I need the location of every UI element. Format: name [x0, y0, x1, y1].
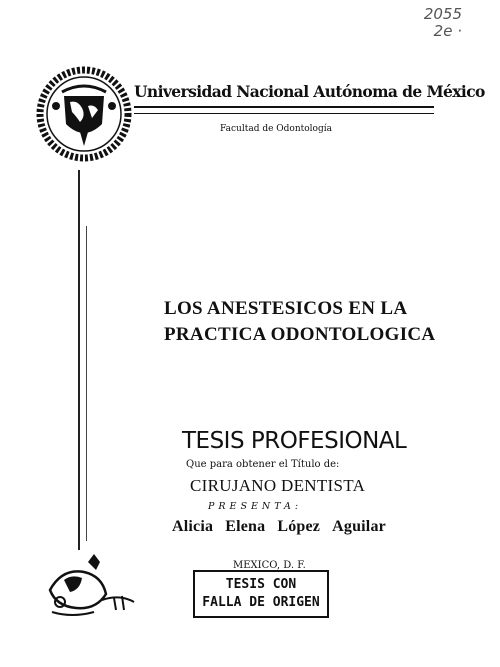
author-last-name-2: Aguilar — [332, 518, 386, 535]
faculty-name: Facultad de Odontología — [220, 124, 332, 134]
author-name — [172, 518, 398, 536]
unam-seal-icon — [36, 66, 132, 162]
presenta-label: PRESENTA: — [208, 501, 303, 512]
stamp-line-1: TESIS CON — [225, 577, 297, 592]
handwritten-line-2-text: 2e — [433, 22, 453, 40]
handwritten-catalog-note — [424, 6, 462, 40]
author-last-name-1: López — [277, 518, 321, 535]
thesis-title-line-1: LOS ANESTESICOS EN LA — [164, 298, 408, 319]
header-rule-thin — [134, 113, 434, 114]
decorative-vertical-line — [78, 170, 80, 550]
author-first-name: Alicia — [172, 518, 214, 535]
thesis-title-line-2: PRACTICA ODONTOLOGICA — [164, 324, 436, 345]
tesis-con-falla-stamp — [193, 570, 329, 618]
degree-name: CIRUJANO DENTISTA — [190, 476, 366, 495]
university-name: Universidad Nacional Autónoma de México — [134, 82, 485, 101]
author-middle-name: Elena — [225, 518, 266, 535]
thesis-title — [164, 296, 436, 348]
place-label: MEXICO, D. F. — [233, 560, 306, 571]
degree-subtitle: Que para obtener el Título de: — [186, 459, 340, 470]
handwritten-mark: · — [457, 22, 462, 40]
stamp-line-2: FALLA DE ORIGEN — [202, 595, 320, 610]
handwritten-line-1: 2055 — [423, 5, 462, 23]
decorative-vertical-line-thin — [86, 226, 87, 541]
tesis-profesional-heading: TESIS PROFESIONAL — [182, 428, 407, 454]
handwritten-line-2 — [424, 23, 462, 40]
dental-emblem-icon — [42, 550, 142, 620]
header-rule-thick — [134, 106, 434, 108]
